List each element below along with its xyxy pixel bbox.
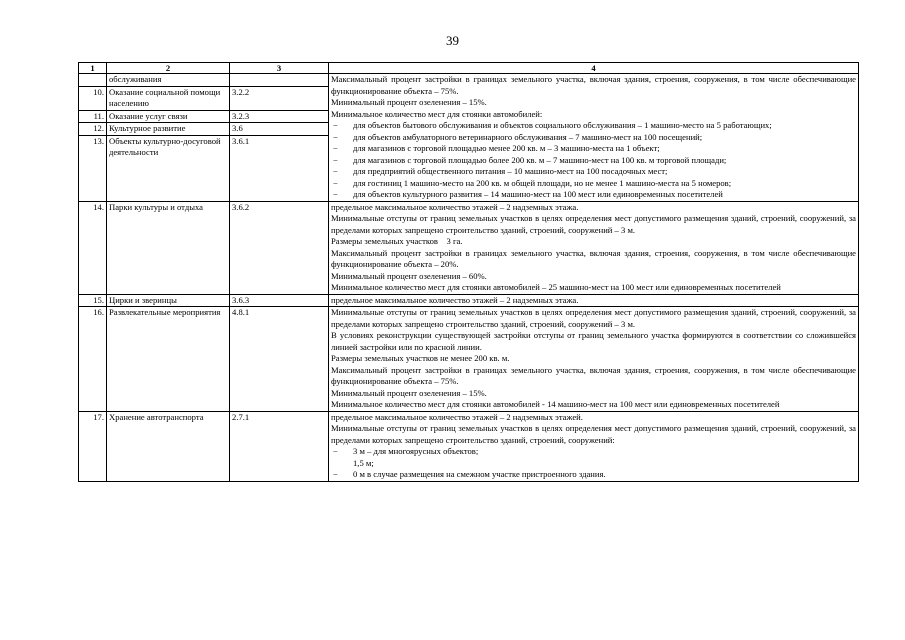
requirement-list-item: − для объектов амбулаторного ветеринарного обслуживания – 7 машино-мест на 100 посещений;: [331, 132, 856, 144]
row-requirements: [329, 411, 859, 481]
requirement-list-item: − для магазинов с торговой площадью более 200 кв. м – 7 машино-мест на 100 кв. м торговой площади;: [331, 155, 856, 167]
table-row: [79, 294, 859, 307]
requirement-text: Минимальные отступы от границ земельных участков в целях определения мест допустимого размещения зданий, строений, сооружений, за пределами которых запрещено строительство зданий, строений, сооружений:: [331, 423, 856, 445]
row-number: 15.: [79, 294, 107, 307]
table-row: [79, 74, 859, 87]
requirement-text: предельное максимальное количество этажей – 2 надземных этажа.: [331, 294, 579, 305]
row-code: 4.8.1: [230, 307, 329, 412]
row-name: Объекты культурно-досуговой деятельности: [107, 135, 230, 201]
row-name: Хранение автотранспорта: [107, 411, 230, 481]
requirement-text: Минимальные отступы от границ земельных участков в целях определения мест допустимого размещения зданий, строений, сооружений, за пределами которых запрещено строительство зданий, строений, сооружений – 3 м.: [331, 307, 856, 329]
requirement-list-item: − для объектов культурного развития – 14 машино-мест на 100 мест или единовременных посетителей: [331, 189, 856, 201]
requirement-list-item: − 0 м в случае размещения на смежном участке пристроенного здания.: [331, 469, 856, 481]
row-code: 3.2.2: [230, 86, 329, 110]
row-requirements: [329, 307, 859, 412]
row-code: 2.7.1: [230, 411, 329, 481]
row-code: 3.2.3: [230, 110, 329, 123]
requirement-list-item: − 3 м – для многоярусных объектов;: [331, 446, 856, 458]
header-col-1: 1: [79, 63, 107, 74]
row-name: Культурное развитие: [107, 123, 230, 136]
requirement-list-item: − для объектов бытового обслуживания и объектов социального обслуживания – 1 машино-место на 5 работающих;: [331, 120, 856, 132]
requirement-text: Минимальный процент озеленения – 60%.: [331, 270, 487, 281]
row-code: 3.6.2: [230, 201, 329, 294]
row-name: Цирки и зверинцы: [107, 294, 230, 307]
requirement-list-item: 1,5 м;: [353, 457, 374, 468]
table-header-row: [79, 63, 859, 74]
row-name: Оказание социальной помощи населению: [107, 86, 230, 110]
row-name: обслуживания: [107, 74, 230, 87]
requirement-text: Размеры земельных участков 3 га.: [331, 236, 463, 246]
row-requirements: [329, 294, 859, 307]
row-number: 12.: [79, 123, 107, 136]
row-number: 11.: [79, 110, 107, 123]
requirement-text: Максимальный процент застройки в границах земельного участка, включая здания, строения, сооружения, в том числе обеспечивающие функционирование объекта – 75%.: [331, 74, 856, 96]
requirement-text: предельное максимальное количество этажей – 2 надземных этажей.: [331, 411, 583, 422]
row-code: 3.6: [230, 123, 329, 136]
requirement-text: Максимальный процент застройки в границах земельного участка, включая здания, строения, сооружения, в том числе обеспечивающие функционирование объекта – 75%.: [331, 364, 856, 386]
row-name: Развлекательные мероприятия: [107, 307, 230, 412]
requirement-text: предельное максимальное количество этажей – 2 надземных этажа.: [331, 201, 579, 212]
requirement-list-item: − для гостиниц 1 машино-место на 200 кв. м общей площади, но не менее 1 машино-места на 5 номеров;: [331, 178, 856, 190]
requirement-text: Минимальное количество мест для стоянки автомобилей – 25 машино-мест на 100 мест или единовременных посетителей: [331, 282, 781, 292]
table-row: [79, 411, 859, 481]
row-requirements: [329, 201, 859, 294]
requirement-text: Минимальный процент озеленения – 15%.: [331, 97, 487, 107]
row-number: 10.: [79, 86, 107, 110]
row-code: [230, 74, 329, 87]
row-code: 3.6.1: [230, 135, 329, 201]
requirement-text: Минимальное количество мест для стоянки автомобилей - 14 машино-мест на 100 мест или единовременных посетителей: [331, 399, 780, 409]
header-col-4: 4: [329, 63, 859, 74]
row-requirements: [329, 74, 859, 202]
requirement-text: Размеры земельных участков не менее 200 кв. м.: [331, 353, 510, 363]
row-number: 14.: [79, 201, 107, 294]
requirement-text: В условиях реконструкции существующей застройки отступы от границ земельного участка формируются в соответствии со сложившейся линией застройки или по красной линии.: [331, 330, 856, 352]
row-name: Оказание услуг связи: [107, 110, 230, 123]
row-number: [79, 74, 107, 87]
row-number: 16.: [79, 307, 107, 412]
row-code: 3.6.3: [230, 294, 329, 307]
regulations-table: [78, 62, 859, 482]
requirement-text: Минимальное количество мест для стоянки автомобилей:: [331, 108, 543, 119]
page-number: 39: [446, 33, 459, 48]
requirement-list-item: − для магазинов с торговой площадью менее 200 кв. м – 3 машино-места на 1 объект;: [331, 143, 856, 155]
requirement-text: Минимальные отступы от границ земельных участков в целях определения мест допустимого размещения зданий, строений, сооружений, за пределами которых запрещено строительство зданий, строений, сооружений – 3 м.: [331, 213, 856, 235]
requirement-list: [331, 120, 856, 201]
row-number: 13.: [79, 135, 107, 201]
requirement-text: Максимальный процент застройки в границах земельного участка, включая здания, строения, сооружения, в том числе обеспечивающие функционирование объекта – 20%.: [331, 247, 856, 269]
table-row: [79, 201, 859, 294]
row-number: 17.: [79, 411, 107, 481]
table-row: [79, 307, 859, 412]
requirement-list: [331, 446, 856, 481]
header-col-3: 3: [230, 63, 329, 74]
row-name: Парки культуры и отдыха: [107, 201, 230, 294]
requirement-text: Минимальный процент озеленения – 15%.: [331, 387, 487, 398]
requirement-list-item: − для предприятий общественного питания – 10 машино-мест на 100 посадочных мест;: [331, 166, 856, 178]
header-col-2: 2: [107, 63, 230, 74]
